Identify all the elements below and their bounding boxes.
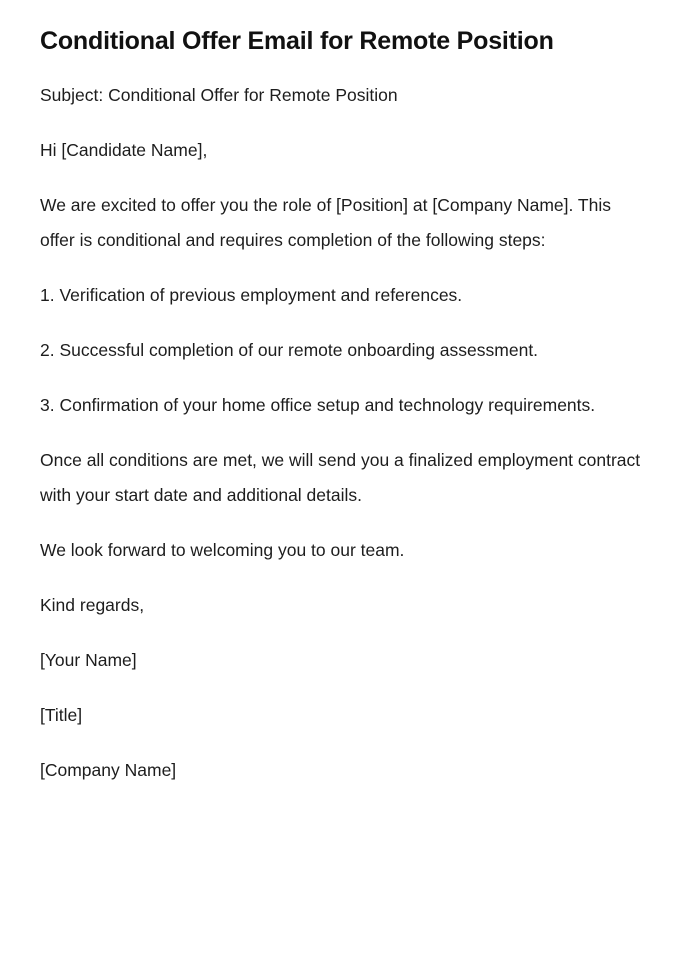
signature-name: [Your Name]	[40, 650, 137, 671]
paragraph-intro: We are excited to offer you the role of [Position] at [Company Name]. This offer is conditional and requires completion of the following steps:	[40, 195, 611, 251]
list-item-step-3: 3. Confirmation of your home office setup and technology requirements.	[40, 395, 596, 416]
paragraph-greeting: Hi [Candidate Name],	[40, 140, 208, 161]
paragraph-conditions-met: Once all conditions are met, we will send you a finalized employment contract with your start date and additional details.	[40, 450, 641, 506]
page-title: Conditional Offer Email for Remote Position	[40, 27, 554, 55]
list-item-step-2: 2. Successful completion of our remote onboarding assessment.	[40, 340, 539, 361]
signature-title: [Title]	[40, 705, 83, 726]
paragraph-closing: We look forward to welcoming you to our team.	[40, 540, 405, 561]
list-item-step-1: 1. Verification of previous employment and references.	[40, 285, 463, 306]
paragraph-subject-line: Subject: Conditional Offer for Remote Position	[40, 85, 398, 106]
signature-company: [Company Name]	[40, 760, 177, 781]
paragraph-signoff: Kind regards,	[40, 595, 145, 616]
